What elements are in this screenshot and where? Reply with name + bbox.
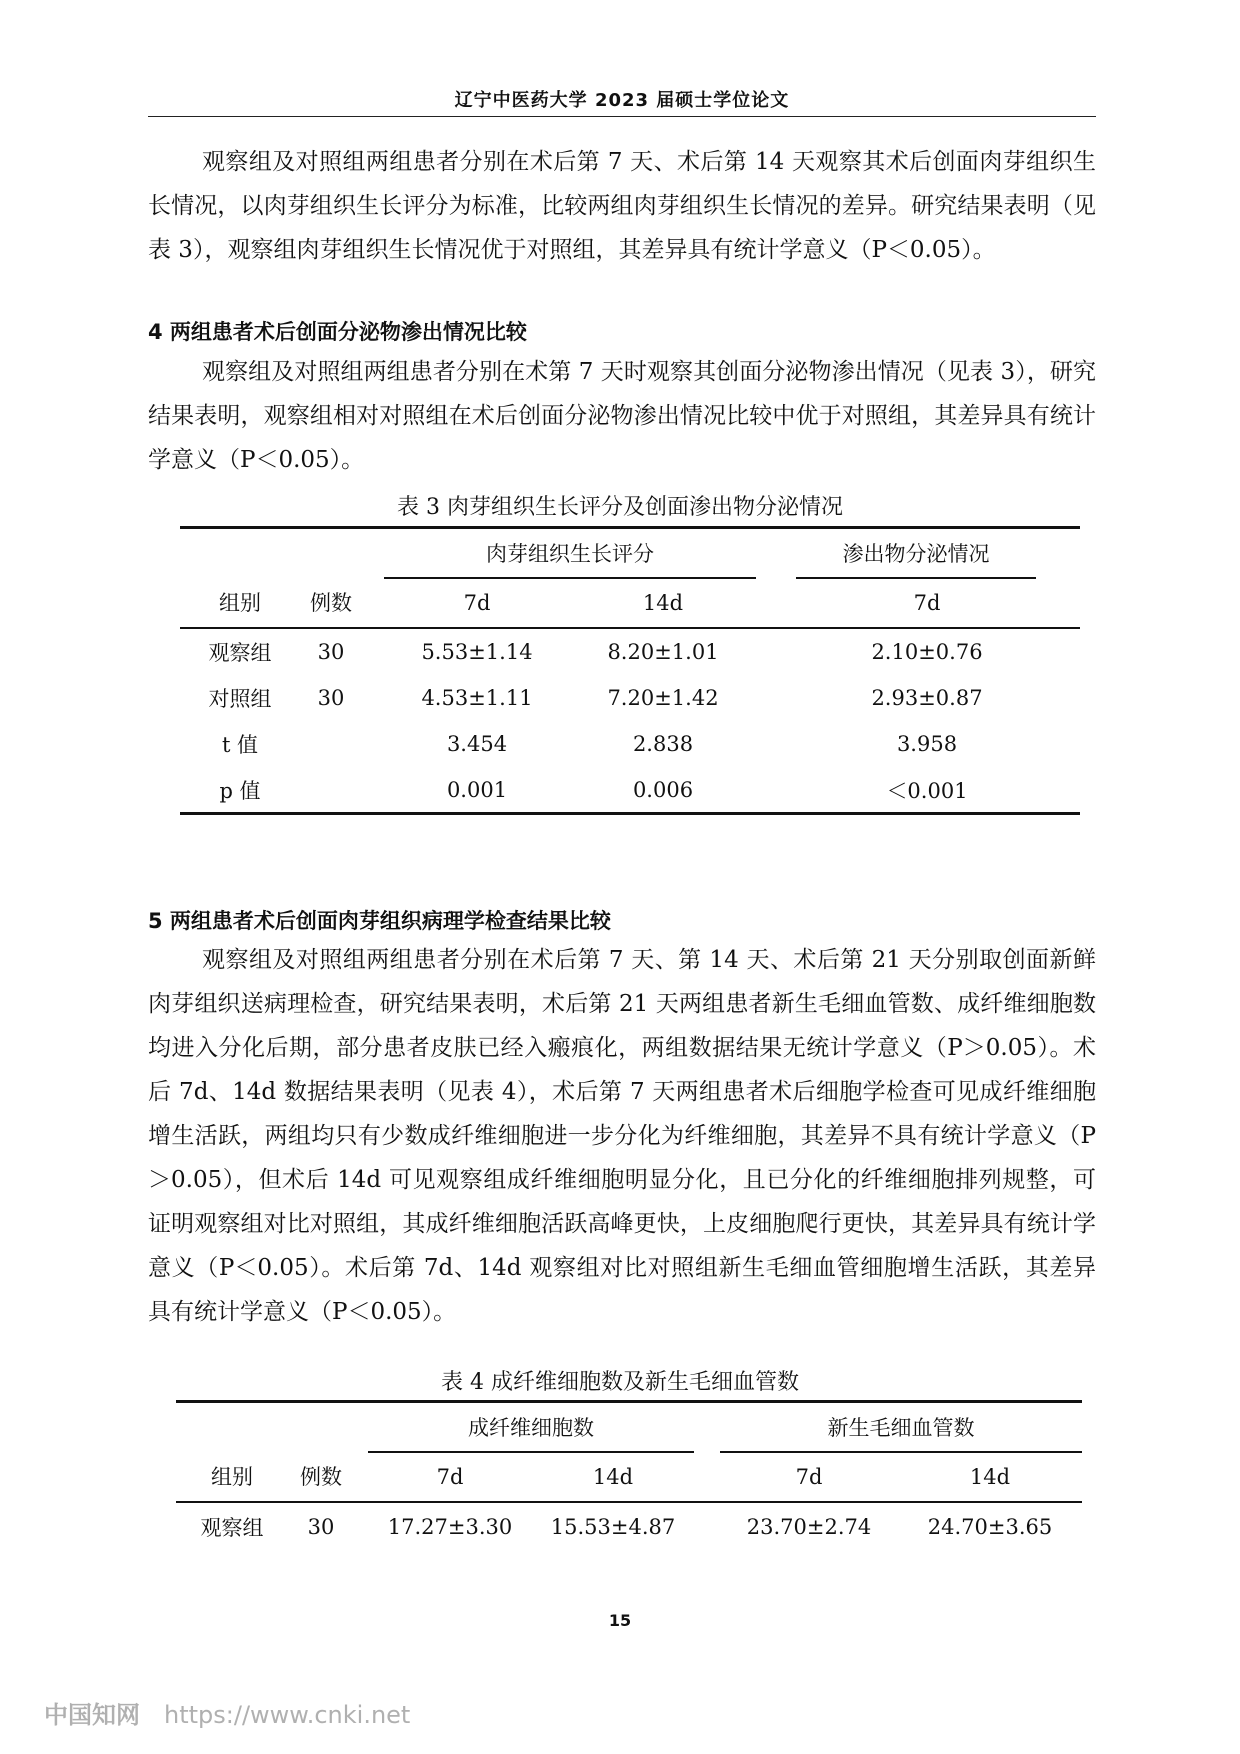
- table-3: [180, 526, 1080, 815]
- table-row: [180, 675, 1080, 721]
- cell: 0.001: [446, 777, 508, 802]
- cnki-watermark: [44, 1695, 410, 1730]
- cell: [300, 768, 362, 814]
- section-heading-5: 5 两组患者术后创面肉芽组织病理学检查结果比较: [148, 909, 611, 933]
- cell: 30: [317, 685, 345, 710]
- page-number: 15: [608, 1611, 632, 1630]
- cell: 对照组: [208, 686, 272, 711]
- cell: 2.93±0.87: [871, 685, 983, 710]
- header-rule: [148, 116, 1096, 117]
- watermark-url: https://www.cnki.net: [164, 1701, 411, 1729]
- cell: 30: [317, 639, 345, 664]
- table3-span-exudate: 渗出物分泌情况: [796, 528, 1036, 578]
- paragraph-pathology: 观察组及对照组两组患者分别在术后第 7 天、第 14 天、术后第 21 天分别取创面新鲜肉芽组织送病理检查，研究结果表明，术后第 21 天两组患者新生毛细血管数、成纤维细胞数均进入分化后期，部分患者皮肤已经入瘢痕化，两组数据结果无统计学意义（P＞0.05）。术后 7d、14d 数据结果表明（见表 4），术后第 7 天两组患者术后细胞学检查可见成纤维细胞增生活跃，两组均只有少数成纤维细胞进一步分化为纤维细胞，其差异不具有统计学意义（P＞0.05），但术后 14d 可见观察组成纤维细胞明显分化，且已分化的纤维细胞排列规整，可证明观察组对比对照组，其成纤维细胞活跃高峰更快，上皮细胞爬行更快，其差异具有统计学意义（P＜0.05）。术后第 7d、14d 观察组对比对照组新生毛细血管细胞增生活跃，其差异具有统计学意义（P＜0.05）。: [148, 947, 1096, 1325]
- table4-header-n: 例数: [300, 1465, 342, 1489]
- table-row: [176, 1502, 1082, 1552]
- cell: 观察组: [200, 1516, 264, 1540]
- table3-sub-7d: 7d: [463, 590, 491, 615]
- table-row: [180, 721, 1080, 768]
- cell: 3.454: [446, 732, 508, 756]
- cell: 30: [307, 1515, 335, 1539]
- table4-sub-cap-7d: 7d: [795, 1464, 823, 1489]
- table4-sub-cap-14d: 14d: [969, 1464, 1011, 1489]
- section-heading-4: 4 两组患者术后创面分泌物渗出情况比较: [148, 320, 527, 344]
- table4-header-group: 组别: [211, 1465, 253, 1489]
- cell: 4.53±1.11: [421, 685, 533, 710]
- cell: 5.53±1.14: [421, 639, 533, 664]
- cell: 观察组: [208, 640, 272, 665]
- table4-sub-fib-14d: 14d: [592, 1464, 634, 1489]
- table4-sub-fib-7d: 7d: [436, 1464, 464, 1489]
- table4-caption: 表 4 成纤维细胞数及新生毛细血管数: [441, 1370, 799, 1395]
- cell: p 值: [219, 778, 261, 803]
- paragraph-exudate: 观察组及对照组两组患者分别在术第 7 天时观察其创面分泌物渗出情况（见表 3），研究结果表明，观察组相对对照组在术后创面分泌物渗出情况比较中优于对照组，其差异具有统计学意义（P＜0.05）。: [148, 359, 1096, 473]
- table3-header-group: 组别: [219, 591, 261, 615]
- paragraph-granulation: 观察组及对照组两组患者分别在术后第 7 天、术后第 14 天观察其术后创面肉芽组织生长情况，以肉芽组织生长评分为标准，比较两组肉芽组织生长情况的差异。研究结果表明（见表 3），观察组肉芽组织生长情况优于对照组，其差异具有统计学意义（P＜0.05）。: [148, 149, 1096, 263]
- running-header: 辽宁中医药大学 2023 届硕士学位论文: [454, 90, 790, 111]
- table4-span-capillary: 新生毛细血管数: [720, 1402, 1082, 1452]
- watermark-brand: 中国知网: [44, 1701, 140, 1729]
- cell: 0.006: [632, 777, 694, 802]
- table3-caption: 表 3 肉芽组织生长评分及创面渗出物分泌情况: [397, 495, 843, 520]
- cell: 7.20±1.42: [607, 685, 719, 710]
- cell: 24.70±3.65: [927, 1515, 1053, 1539]
- table3-sub-exudate-7d: 7d: [913, 590, 941, 615]
- table3-span-granulation: 肉芽组织生长评分: [384, 528, 756, 578]
- table-row: [180, 768, 1080, 814]
- cell: 2.838: [632, 732, 694, 756]
- cell: t 值: [221, 733, 259, 757]
- cell: 3.958: [896, 732, 958, 756]
- table-4: [176, 1400, 1082, 1552]
- cell: 15.53±4.87: [550, 1515, 676, 1539]
- table4-span-fibroblast: 成纤维细胞数: [368, 1402, 694, 1452]
- table3-sub-14d: 14d: [642, 590, 684, 615]
- cell: 8.20±1.01: [607, 639, 719, 664]
- cell: 17.27±3.30: [387, 1515, 513, 1539]
- table3-header-n: 例数: [310, 591, 352, 615]
- table-row: [180, 628, 1080, 675]
- cell: 23.70±2.74: [746, 1515, 872, 1539]
- cell: ＜0.001: [886, 778, 968, 803]
- cell: 2.10±0.76: [871, 639, 983, 664]
- cell: [300, 721, 362, 768]
